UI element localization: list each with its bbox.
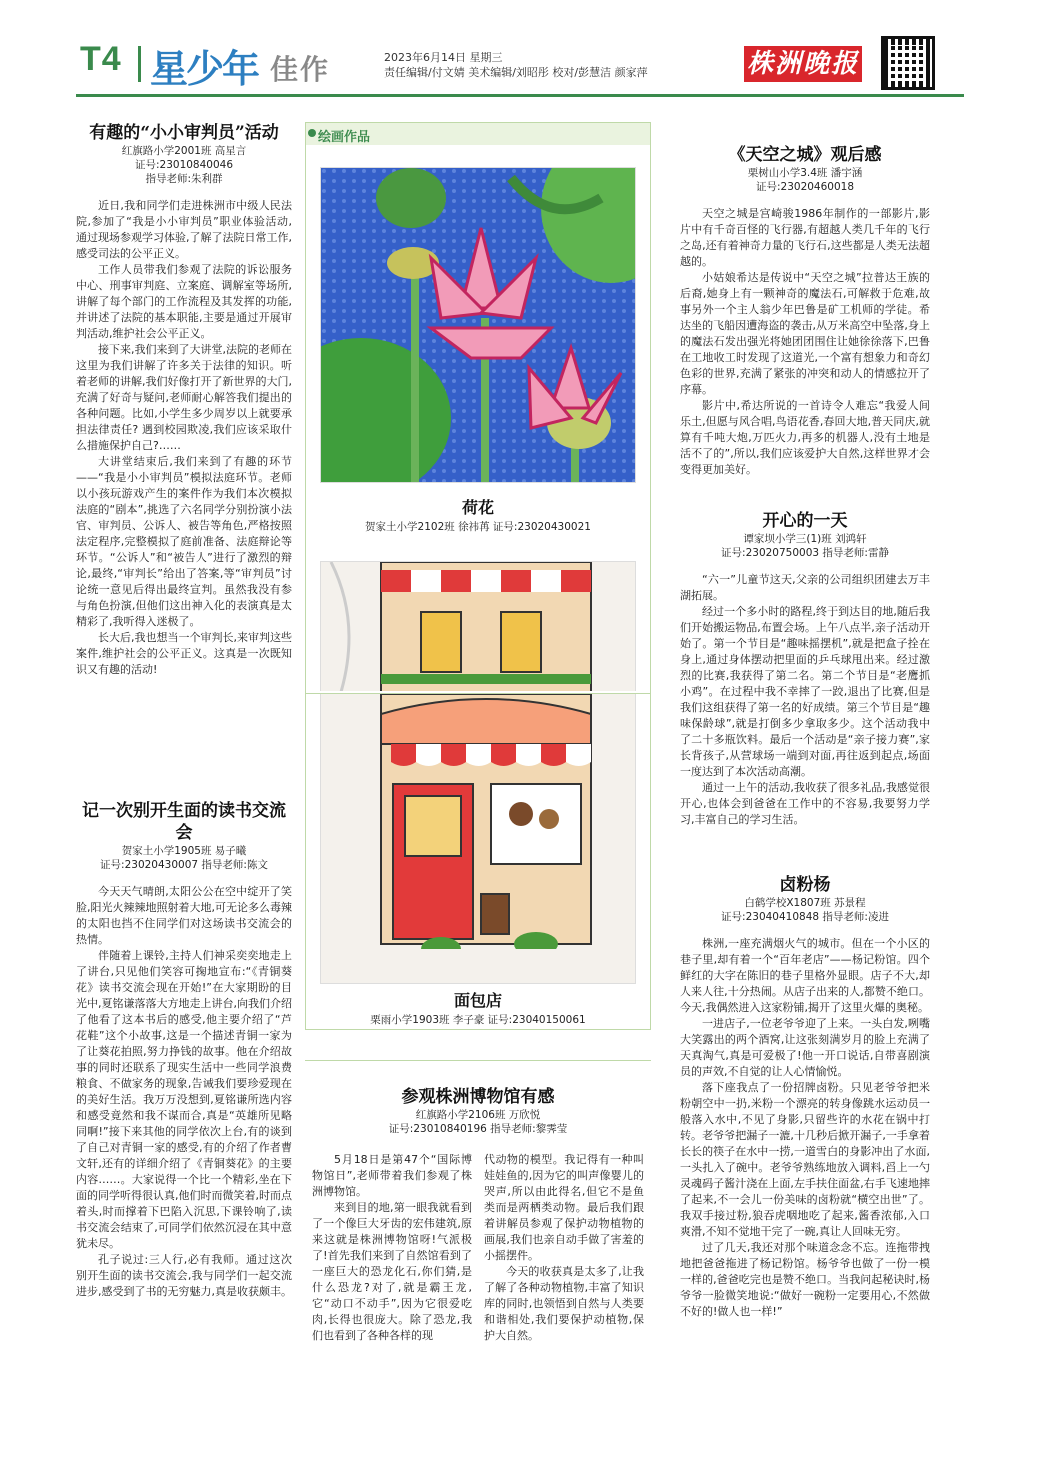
cert-line: 证号:23010840196 指导老师:黎霁莹 [388, 1123, 568, 1135]
article-body [680, 936, 930, 1320]
editors-line: 责任编辑/付文婧 美术编辑/刘昭彤 校对/彭慧洁 颜家萍 [384, 66, 648, 79]
qr-code-icon[interactable] [881, 36, 935, 90]
paragraph: 小姑娘希达是传说中“天空之城”拉普达王族的后裔,她身上有一颗神奇的魔法石,可解救于危难,故事另外一个主人翁少年巴鲁是矿工机师的学徒。希达坐的飞船因遭海盗的袭击,从万米高空中坠落,身上的魔法石发出强光将她团团围住让她徐徐落下,巴鲁在工地收工时发现了这道光,一个富有想象力和奇幻色彩的世界,充满了紧张的冲突和动人的情感拉开了序幕。 [680, 271, 930, 396]
article-col-a [312, 1152, 472, 1344]
article-body [76, 884, 292, 1300]
paragraph: 株洲,一座充满烟火气的城市。但在一个小区的巷子里,却有着一个“百年老店”——杨记粉馆。四个鲜红的大字在陈旧的巷子里格外显眼。店子不大,却人来人往,十分热闹。从店子出来的人,都赞不绝口。今天,我偶然进入这家粉铺,揭开了这里火爆的奥秘。 [680, 937, 930, 1014]
bakery-painting [320, 561, 636, 691]
article-reading [76, 800, 292, 1300]
article-title: 记一次别开生面的读书交流会 [82, 801, 286, 843]
article-happy [680, 510, 930, 828]
author-line: 红旗路小学2106班 万欣悦 [415, 1109, 541, 1121]
paragraph: 影片中,希达所说的一首诗令人难忘“我爱人间乐土,但愿与风合唱,鸟语花香,春回大地,普天同庆,就算有千吨大炮,万匹火力,再多的机器人,没有土地是活不了的”,所以,我们应该爱护大自然,这样世界才会变得更加美好。 [680, 399, 930, 476]
paragraph: 天空之城是宫崎骏1986年制作的一部影片,影片中有千奇百怪的飞行器,有超越人类几千年的飞行之岛,还有着神奇力量的飞行石,这些都是人类无法超越的。 [680, 207, 930, 268]
article-museum [312, 1086, 644, 1344]
paragraph: 过了几天,我还对那个味道念念不忘。连拖带拽地把爸爸拖进了杨记粉馆。杨爷爷也做了一份一模一样的,爸爸吃完也是赞不绝口。当我问起秘诀时,杨爷爷一脸微笑地说:“做好一碗粉一定要用心,不然做不好的!做人也一样!” [680, 1241, 930, 1318]
section-divider [305, 1060, 651, 1061]
cert-line: 证号:23020460018 [755, 181, 855, 193]
article-body [76, 198, 292, 678]
artwork-credit: 栗雨小学1903班 李子豪 证号:23040150061 [370, 1014, 586, 1026]
article-title: 卤粉杨 [779, 875, 831, 895]
paragraph: 通过一上午的活动,我收获了很多礼品,我感觉很开心,也体会到爸爸在工作中的不容易,我要努力学习,丰富自己的学习生活。 [680, 781, 930, 826]
lotus-painting [320, 167, 636, 483]
article-castle [680, 144, 930, 478]
newspaper-logo: 株洲晚报 [744, 46, 862, 82]
bakery-lower-svg [321, 694, 636, 984]
article-noodle [680, 874, 930, 1320]
article-columns [312, 1152, 644, 1344]
author-line: 谭家坝小学三(1)班 刘鸿轩 [743, 533, 867, 545]
author-line: 红旗路小学2001班 高星言 [121, 145, 247, 157]
article-title: 参观株洲博物馆有感 [401, 1087, 555, 1107]
page-number: T4 [80, 40, 122, 78]
author-line: 白鹤学校X1807班 苏景程 [744, 897, 866, 909]
gallery-label: 绘画作品 [318, 130, 371, 145]
paragraph: “六一”儿童节这天,父亲的公司组织团建去万丰湖拓展。 [680, 573, 930, 602]
bakery-painting-svg [321, 562, 636, 691]
article-judge [76, 122, 292, 678]
paragraph: 接下来,我们来到了大讲堂,法院的老师在这里为我们讲解了许多关于法律的知识。听着老师的讲解,我们好像打开了新世界的大门,充满了好奇与疑问,老师耐心解答我们提出的各种问题。比如,小学生多少周岁以上就要承担法律责任? 遇到校园欺凌,我们应该采取什么措施保护自己?…… [76, 343, 292, 452]
bakery-painting-lower [320, 694, 636, 984]
page-header [76, 40, 964, 100]
paragraph: 经过一个多小时的路程,终于到达目的地,随后我们开始搬运物品,布置会场。上午八点半,亲子活动开始了。第一个节目是“趣味摇摆机”,就是把盒子拴在身上,通过身体摆动把里面的乒乓球甩出来。经过激烈的比赛,我获得了第二名。第二个节目是“老鹰抓小鸡”。在过程中我不幸摔了一跤,退出了比赛,但是我们这组获得了第一名的好成绩。第三个节目是“趣味保龄球”,就是打倒多少拿取多少。这个活动我中了二十多瓶饮料。最后一个活动是“亲子接力赛”,家长背孩子,从营球场一端到对面,再往返到起点,场面一度达到了本次活动高潮。 [680, 605, 930, 778]
issue-info [384, 50, 648, 80]
article-body [680, 206, 930, 478]
paragraph: 今天天气晴朗,太阳公公在空中绽开了笑脸,阳光火辣辣地照射着大地,可无论多么毒辣的太阳也挡不住同学们对这场读书交流会的热情。 [76, 885, 292, 946]
article-title: 《天空之城》观后感 [728, 145, 882, 165]
section-masthead: 星少年 [150, 47, 259, 91]
paragraph: 今天的收获真是太多了,让我了解了各种动物植物,丰富了知识库的同时,也领悟到自然与人类要和谐相处,我们要保护动植物,保护大自然。 [484, 1265, 644, 1342]
lotus-painting-svg [321, 168, 636, 483]
gallery-header [306, 123, 650, 145]
teacher-line: 指导老师:朱利群 [145, 173, 223, 185]
artwork-credit: 贺家土小学2102班 徐祎苒 证号:23020430021 [365, 521, 591, 533]
header-rule [76, 94, 964, 97]
author-line: 栗树山小学3.4班 潘宇涵 [747, 167, 863, 179]
artwork-title: 面包店 [453, 991, 502, 1010]
article-title: 有趣的“小小审判员”活动 [89, 123, 279, 143]
article-title: 开心的一天 [762, 511, 848, 531]
paragraph: 来到目的地,第一眼我就看到了一个像巨大牙齿的宏伟建筑,原来这就是株洲博物馆呀!气派极了!首先我们来到了自然馆看到了一座巨大的恐龙化石,你们猜,是什么恐龙?对了,就是霸王龙,它“动口不动手”,因为它很爱吃肉,长得也很庞大。除了恐龙,我们也看到了各种各样的现 [312, 1201, 472, 1342]
paragraph: 孔子说过:三人行,必有我师。通过这次别开生面的读书交流会,我与同学们一起交流进步,感受到了书的无穷魅力,真是收获颇丰。 [76, 1253, 292, 1298]
gallery-panel [305, 122, 651, 694]
bullet-icon [308, 129, 316, 137]
author-line: 贺家土小学1905班 易子曦 [121, 845, 247, 857]
paragraph: 近日,我和同学们走进株洲市中级人民法院,参加了“我是小小审判员”职业体验活动,通过现场参观学习体验,了解了法院日常工作,感受司法的公平正义。 [76, 199, 292, 260]
cert-line: 证号:23020430007 指导老师:陈文 [100, 859, 268, 871]
paragraph: 工作人员带我们参观了法院的诉讼服务中心、刑事审判庭、立案庭、调解室等场所,讲解了每个部门的工作流程及其发挥的功能,并讲述了法院的基本职能,主要是通过开展审判活动,维护社会公平正义。 [76, 263, 292, 340]
paragraph: 大讲堂结束后,我们来到了有趣的环节——“我是小小审判员”模拟法庭环节。老师以小孩玩游戏产生的案件作为我们本次模拟法庭的“剧本”,挑选了六名同学分别扮演小法官、审判员、公诉人、被告等角色,严格按照法定程序,完整模拟了庭前准备、法庭辩论等环节。“公诉人”和“被告人”进行了激烈的辩论,最终,“审判长”给出了答案,等“审判员”讨论统一意见后得出最终宣判。虽然我没有参与角色扮演,但他们这出神入化的表演真是太精彩了,我听得入迷极了。 [76, 455, 292, 628]
cert-line: 证号:23020750003 指导老师:雷静 [721, 547, 889, 559]
artwork-title: 荷花 [461, 498, 494, 517]
cert-line: 证号:23040410848 指导老师:凌进 [721, 911, 889, 923]
paragraph: 一进店子,一位老爷爷迎了上来。一头白发,咧嘴大笑露出的两个酒窝,让这张刻满岁月的脸上充满了天真淘气,真是可爱极了!他一开口说话,自带喜剧演员的声效,不自觉的让人心情愉悦。 [680, 1017, 930, 1078]
paragraph: 代动物的模型。我记得有一种叫娃娃鱼的,因为它的叫声像婴儿的哭声,所以由此得名,但它不是鱼类而是两栖类动物。最后我们跟着讲解员参观了保护动物植物的画展,我们也亲自动手做了害羞的小摇摆件。 [484, 1153, 644, 1262]
header-divider [138, 46, 141, 82]
cert-line: 证号:23010840046 [134, 159, 234, 171]
gallery-panel-lower [305, 694, 651, 1030]
paragraph: 落下座我点了一份招牌卤粉。只见老爷爷把米粉朝空中一扔,米粉一个漂亮的转身像跳水运动员一般落入水中,不见了身影,只留些许的水花在锅中打转。老爷爷把漏子一漉,十几秒后掀开漏子,一手拿着长长的筷子在水中一捞,一道雪白的身影冲出了水面,一头扎入了碗中。老爷爷熟练地放入调料,舀上一勺灵魂码子酱汁浇在上面,左手扶住面盆,右手飞速地摔了起来,不一会儿一份美味的卤粉就“横空出世”了。我双手接过粉,狼吞虎咽地吃了起来,酱香浓郁,入口爽滑,不知不觉地干完了一碗,真让人回味无穷。 [680, 1081, 930, 1238]
issue-date: 2023年6月14日 星期三 [384, 51, 503, 64]
article-col-b [484, 1152, 644, 1344]
paragraph: 长大后,我也想当一个审判长,来审判这些案件,维护社会的公平正义。这真是一次既知识又有趣的活动! [76, 631, 292, 676]
paragraph: 伴随着上课铃,主持人们神采奕奕地走上了讲台,只见他们笑容可掬地宣布:“《青铜葵花》读书交流会现在开始!”在大家期盼的目光中,夏铭谦落落大方地走上讲台,向我们介绍了他看了这本书后的感受,他主要介绍了“芦花鞋”这个小故事,这是一个描述青铜一家为了让葵花拍照,努力挣钱的故事。他在介绍故事的同时还联系了现实生活中一些同学浪费粮食、不做家务的现象,告诫我们要珍爱现在的美好生活。我万万没想到,夏铭谦所选内容和感受竟然和我不谋而合,真是“英雄所见略同啊!”接下来其他的同学依次上台,有的谈到了自己对青铜一家的感受,有的介绍了作者曹文轩,还有的详细介绍了《青铜葵花》的主要内容……。大家说得一个比一个精彩,坐在下面的同学听得很认真,他们时而微笑着,时而点着头,时而撑着下巴陷入沉思,下课铃响了,读书交流会结束了,可同学们依然沉浸在其中意犹未尽。 [76, 949, 292, 1250]
paragraph: 5月18日是第47个“国际博物馆日”,老师带着我们参观了株洲博物馆。 [312, 1153, 472, 1198]
article-body [680, 572, 930, 828]
section-subtitle: 佳作 [270, 53, 331, 86]
